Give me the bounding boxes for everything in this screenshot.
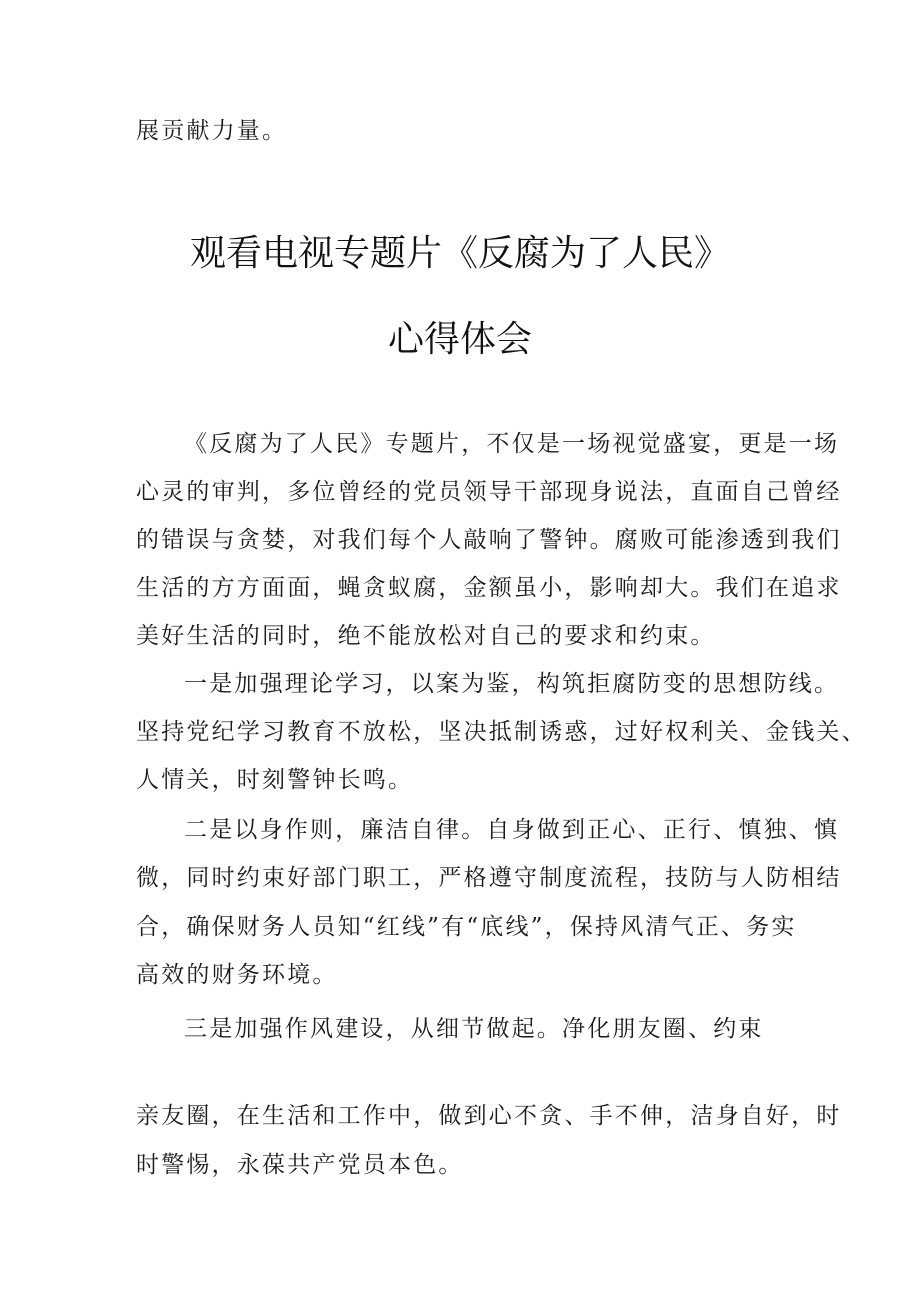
paragraph-line: 亲友圈，在生活和工作中，做到心不贪、手不伸，洁身自好，时: [136, 1103, 842, 1129]
paragraph-line: 高效的财务环境。: [136, 962, 338, 988]
paragraph-line: 二是以身作则，廉洁自律。自身做到正心、正行、慎独、慎: [184, 817, 840, 843]
paragraph-line: 生活的方方面面，蝇贪蚁腐，金额虽小，影响却大。我们在追求: [136, 575, 842, 601]
paragraph-line: 坚持党纪学习教育不放松，坚决抵制诱惑，过好权利关、金钱关、: [136, 719, 867, 745]
paragraph-line: 微，同时约束好部门职工，严格遵守制度流程，技防与人防相结: [136, 865, 842, 891]
continuation-text: 展贡献力量。: [136, 118, 288, 144]
paragraph-line: 一是加强理论学习，以案为鉴，构筑拒腐防变的思想防线。: [184, 671, 840, 697]
paragraph-line: 《反腐为了人民》专题片，不仅是一场视觉盛宴，更是一场: [184, 431, 840, 457]
paragraph-line: 的错误与贪婪，对我们每个人敲响了警钟。腐败可能渗透到我们: [136, 527, 842, 553]
paragraph-line: 人情关，时刻警钟长鸣。: [136, 767, 414, 793]
document-title-line-1: 观看电视专题片《反腐为了人民》: [189, 233, 730, 274]
paragraph-line: 合，确保财务人员知“红线”有“底线”，保持风清气正、务实: [136, 914, 797, 940]
document-title-line-2: 心得体会: [387, 319, 532, 360]
paragraph-line: 美好生活的同时，绝不能放松对自己的要求和约束。: [136, 623, 716, 649]
paragraph-line: 心灵的审判，多位曾经的党员领导干部现身说法，直面自己曾经: [136, 479, 842, 505]
paragraph-line: 时警惕，永葆共产党员本色。: [136, 1152, 464, 1178]
paragraph-line: 三是加强作风建设，从细节做起。净化朋友圈、约束: [184, 1016, 764, 1042]
